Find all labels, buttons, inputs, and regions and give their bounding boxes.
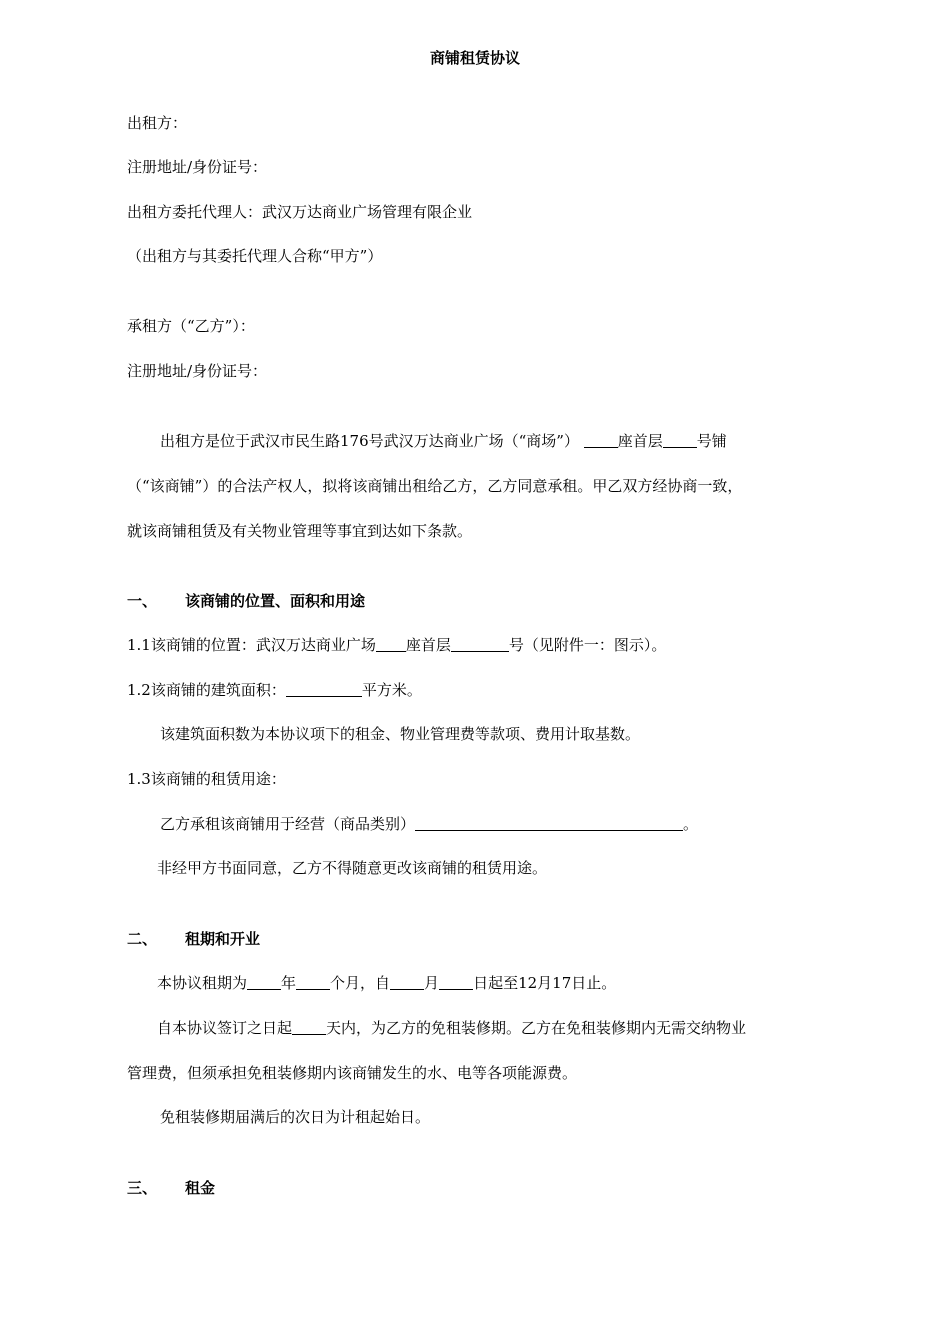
preamble-line-3: 就该商铺租赁及有关物业管理等事宜到达如下条款。 (127, 522, 473, 540)
term-text-d: 月 (424, 974, 440, 992)
preamble-text-a: 出租方是位于武汉市民生路176号武汉万达商业广场（“商场”） (160, 432, 579, 450)
term-line (157, 973, 616, 993)
lessor-address-line: 注册地址/身份证号： (127, 158, 268, 176)
clause-1-2-text-b: 平方米。 (361, 681, 422, 699)
fill-blank-start-month[interactable] (390, 974, 424, 990)
section-1-title: 该商铺的位置、面积和用途 (185, 592, 366, 610)
rent-start-line: 免租装修期届满后的次日为计租起始日。 (160, 1108, 431, 1126)
section-2-number: 二、 (127, 930, 158, 948)
fill-blank-shop-number[interactable] (663, 432, 697, 448)
fill-blank-shop-number-1-1[interactable] (451, 636, 509, 652)
section-3-title: 租金 (185, 1179, 216, 1197)
clause-1-3-use-text-a: 乙方承租该商铺用于经营（商品类别） (160, 815, 416, 833)
fill-blank-months[interactable] (296, 974, 330, 990)
clause-1-1-text-c: 号（见附件一：图示）。 (508, 636, 667, 654)
preamble-text-b: 座首层 (617, 432, 663, 450)
fill-blank-building[interactable] (584, 432, 618, 448)
fill-blank-start-day[interactable] (439, 974, 473, 990)
clause-1-3: 1.3该商铺的租赁用途： (127, 770, 286, 788)
clause-1-1-text-b: 座首层 (405, 636, 451, 654)
lessor-note-line: （出租方与其委托代理人合称“甲方”） (127, 247, 383, 265)
fill-blank-years[interactable] (247, 974, 281, 990)
preamble-line-1 (160, 431, 727, 451)
lessor-agent-line: 出租方委托代理人：武汉万达商业广场管理有限企业 (127, 203, 473, 221)
document-title: 商铺租赁协议 (429, 49, 520, 67)
free-period-line-2: 管理费，但须承担免租装修期内该商铺发生的水、电等各项能源费。 (127, 1064, 578, 1082)
term-text-b: 年 (281, 974, 297, 992)
clause-1-1-text-a: 1.1该商铺的位置：武汉万达商业广场 (127, 636, 376, 654)
clause-1-2 (127, 680, 422, 700)
fill-blank-building-1-1[interactable] (376, 636, 406, 652)
lessor-line: 出租方： (127, 114, 188, 132)
preamble-text-c: 号铺 (696, 432, 727, 450)
section-1-number: 一、 (127, 592, 158, 610)
fill-blank-goods-category[interactable] (415, 815, 683, 831)
section-3-number: 三、 (127, 1179, 158, 1197)
term-text-a: 本协议租期为 (157, 974, 248, 992)
clause-1-3-use-text-b: 。 (683, 815, 699, 833)
term-text-c: 个月，自 (330, 974, 391, 992)
free-period-text-b: 天内，为乙方的免租装修期。乙方在免租装修期内无需交纳物业 (326, 1019, 747, 1037)
clause-1-1 (127, 635, 666, 655)
lessee-line: 承租方（“乙方”）： (127, 317, 255, 335)
term-text-e: 日起至12月17日止。 (473, 974, 617, 992)
section-2-title: 租期和开业 (185, 930, 261, 948)
free-period-line-1 (157, 1018, 746, 1038)
section-3-heading (127, 1178, 215, 1198)
preamble-line-2: （“该商铺”）的合法产权人，拟将该商铺出租给乙方，乙方同意承租。甲乙双方经协商一致， (127, 477, 743, 495)
section-2-heading (127, 929, 260, 949)
clause-1-3-note: 非经甲方书面同意，乙方不得随意更改该商铺的租赁用途。 (157, 859, 548, 877)
clause-1-2-note: 该建筑面积数为本协议项下的租金、物业管理费等款项、费用计取基数。 (160, 725, 641, 743)
section-1-heading (127, 591, 365, 611)
fill-blank-area[interactable] (286, 681, 362, 697)
fill-blank-free-days[interactable] (292, 1019, 326, 1035)
lessee-address-line: 注册地址/身份证号： (127, 362, 268, 380)
free-period-text-a: 自本协议签订之日起 (157, 1019, 293, 1037)
clause-1-3-use (160, 814, 698, 834)
clause-1-2-text-a: 1.2该商铺的建筑面积： (127, 681, 286, 699)
